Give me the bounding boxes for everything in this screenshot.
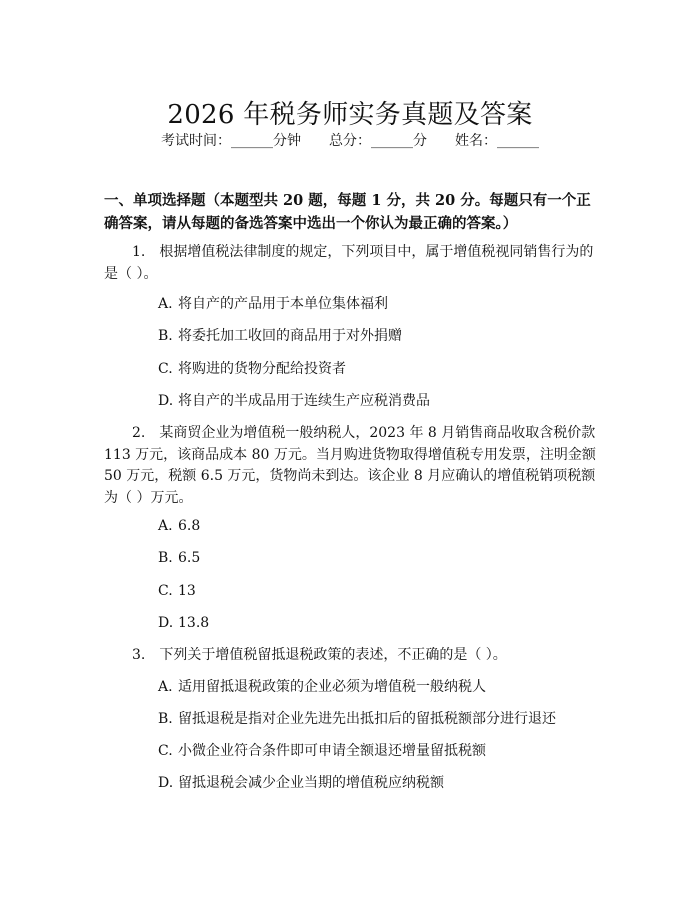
question-3-option-b [158,709,598,729]
question-3-option-c [158,741,598,761]
question-2-option-c [158,581,598,601]
option-text: 将自产的产品用于本单位集体福利 [178,296,388,312]
option-letter: B. [158,711,173,727]
total-score-label: 总分： [329,133,371,149]
option-text: 留抵退税是指对企业先进先出抵扣后的留抵税额部分进行退还 [178,711,556,727]
question-number: 2. [132,425,146,441]
exam-time-unit: 分钟 [273,133,301,149]
option-text: 13.8 [178,615,210,631]
question-text: 下列关于增值税留抵退税政策的表述，不正确的是（ ）。 [159,647,507,663]
option-text: 小微企业符合条件即可申请全额退还增量留抵税额 [178,743,486,759]
option-letter: D. [158,393,174,409]
option-letter: A. [158,679,173,695]
question-3-option-d [158,773,598,793]
total-score-blank: ______ [371,133,413,149]
option-text: 将自产的半成品用于连续生产应税消费品 [178,393,430,409]
option-letter: B. [158,328,173,344]
question-3-option-a [158,677,598,697]
option-text: 6.8 [178,518,201,534]
option-text: 适用留抵退税政策的企业必须为增值税一般纳税人 [178,679,486,695]
option-letter: C. [158,743,173,759]
option-letter: D. [158,615,174,631]
option-letter: C. [158,583,173,599]
question-1-option-b [158,326,598,346]
name-label: 姓名： [455,133,497,149]
option-letter: B. [158,550,173,566]
name-blank: ______ [497,133,539,149]
question-number: 3. [132,647,146,663]
exam-time-blank: ______ [231,133,273,149]
option-letter: D. [158,775,174,791]
option-text: 留抵退税会减少企业当期的增值税应纳税额 [178,775,444,791]
option-letter: A. [158,518,173,534]
question-3 [104,645,602,667]
exam-info-line [0,131,700,151]
option-text: 将购进的货物分配给投资者 [178,361,346,377]
question-2-option-a [158,516,598,536]
question-2-option-d [158,613,598,633]
option-text: 13 [178,583,196,599]
section-heading: 一、单项选择题（本题型共 20 题，每题 1 分，共 20 分。每题只有一个正确答案，请从每题的备选答案中选出一个你认为最正确的答案。） [104,192,591,232]
question-1-option-d [158,391,598,411]
question-2-option-b [158,548,598,568]
question-text: 根据增值税法律制度的规定，下列项目中，属于增值税视同销售行为的是（ ）。 [104,244,594,282]
option-text: 6.5 [178,550,201,566]
question-text: 某商贸企业为增值税一般纳税人，2023 年 8 月销售商品收取含税价款 113 万元，该商品成本 80 万元。当月购进货物取得增值税专用发票，注明金额 50 万元，税额 6.5 万元，货物尚未到达。该企业 8 月应确认的增值税销项税额为（ ）万元。 [104,425,596,506]
option-letter: A. [158,296,173,312]
option-text: 将委托加工收回的商品用于对外捐赠 [178,328,402,344]
option-letter: C. [158,361,173,377]
total-score-unit: 分 [413,133,427,149]
question-1 [104,242,602,285]
question-2 [104,423,602,509]
page-title: 2026 年税务师实务真题及答案 [167,100,533,131]
question-1-option-a [158,294,598,314]
exam-time-label: 考试时间： [161,133,231,149]
question-1-option-c [158,359,598,379]
question-number: 1. [132,244,146,260]
